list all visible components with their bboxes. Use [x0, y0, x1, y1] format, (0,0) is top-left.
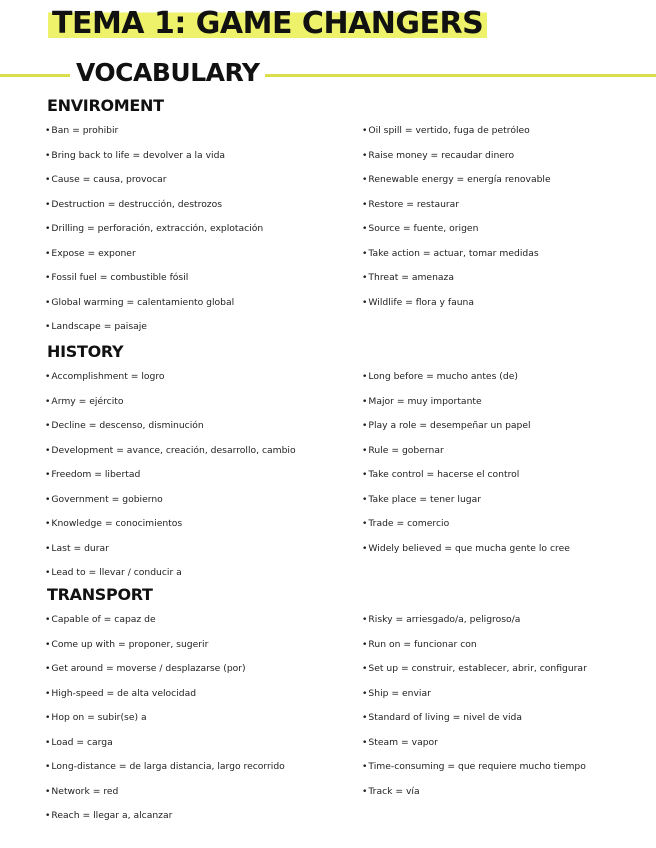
vocab-entry — [362, 414, 652, 439]
vocab-entry — [45, 266, 355, 291]
vocab-text: Long-distance = de larga distancia, largo recorrido — [51, 761, 285, 772]
bullet-icon: • — [362, 296, 368, 308]
bullet-icon: • — [362, 736, 368, 748]
bullet-icon: • — [45, 149, 51, 161]
bullet-icon: • — [45, 420, 51, 431]
vocab-entry — [45, 168, 355, 193]
vocab-text: Knowledge = conocimientos — [51, 518, 183, 529]
transport-left-list — [45, 608, 355, 829]
vocab-entry — [45, 682, 355, 707]
vocab-entry — [362, 144, 652, 169]
vocab-text: Source = fuente, origen — [368, 223, 479, 234]
vocab-entry — [362, 657, 652, 682]
vocab-entry — [362, 755, 652, 780]
bullet-icon: • — [45, 493, 51, 505]
vocab-entry — [362, 780, 652, 805]
vocab-text: Reach = llegar a, alcanzar — [51, 810, 173, 821]
vocab-entry — [45, 242, 355, 267]
vocab-text: Come up with = proponer, sugerir — [51, 638, 209, 650]
bullet-icon: • — [45, 296, 51, 308]
vocab-text: Steam = vapor — [368, 736, 438, 748]
vocab-text: Global warming = calentamiento global — [51, 296, 235, 308]
vocab-text: Rule = gobernar — [368, 444, 444, 456]
vocab-entry — [45, 755, 355, 780]
bullet-icon: • — [362, 272, 368, 283]
environment-right-list — [362, 119, 652, 315]
vocab-entry — [362, 390, 652, 415]
vocab-entry — [45, 365, 355, 390]
bullet-icon: • — [362, 198, 368, 210]
bullet-icon: • — [45, 395, 51, 407]
bullet-icon: • — [45, 736, 51, 748]
vocab-text: Development = avance, creación, desarrollo, cambio — [51, 444, 296, 456]
vocab-text: Bring back to life = devolver a la vida — [51, 149, 226, 161]
vocab-text: Threat = amenaza — [368, 272, 454, 283]
vocab-entry — [362, 291, 652, 316]
vocab-text: Major = muy importante — [368, 395, 482, 407]
history-left-list — [45, 365, 355, 586]
bullet-icon: • — [362, 223, 368, 234]
vocab-entry — [362, 365, 652, 390]
vocab-entry — [362, 608, 652, 633]
bullet-icon: • — [362, 712, 368, 723]
vocab-entry — [362, 512, 652, 537]
bullet-icon: • — [45, 638, 51, 650]
vocab-entry — [45, 633, 355, 658]
vocab-text: Cause = causa, provocar — [51, 174, 167, 185]
bullet-icon: • — [362, 638, 368, 650]
bullet-icon: • — [45, 687, 51, 699]
vocab-text: Oil spill = vertido, fuga de petróleo — [368, 125, 530, 136]
vocab-entry — [362, 242, 652, 267]
bullet-icon: • — [362, 542, 368, 554]
vocab-text: Play a role = desempeñar un papel — [368, 420, 531, 431]
vocab-entry — [362, 439, 652, 464]
vocab-text: Take control = hacerse el control — [368, 469, 520, 480]
vocab-text: Accomplishment = logro — [51, 371, 165, 382]
vocab-text: Track = vía — [368, 785, 420, 797]
bullet-icon: • — [45, 272, 51, 283]
vocab-entry — [362, 488, 652, 513]
bullet-icon: • — [45, 518, 51, 529]
vocab-text: Widely believed = que mucha gente lo cree — [368, 542, 570, 554]
vocab-text: Army = ejército — [51, 395, 124, 407]
bullet-icon: • — [45, 125, 51, 136]
vocab-text: Set up = construir, establecer, abrir, configurar — [368, 663, 587, 674]
bullet-icon: • — [45, 321, 51, 332]
bullet-icon: • — [362, 247, 368, 259]
vocab-entry — [45, 119, 355, 144]
bullet-icon: • — [362, 149, 368, 161]
section-title-history: HISTORY — [47, 342, 124, 361]
vocab-text: Long before = mucho antes (de) — [368, 371, 518, 382]
bullet-icon: • — [362, 174, 368, 185]
bullet-icon: • — [45, 469, 51, 480]
vocab-text: Freedom = libertad — [51, 469, 141, 480]
vocab-entry — [45, 804, 355, 829]
vocab-text: Renewable energy = energía renovable — [368, 174, 551, 185]
bullet-icon: • — [362, 395, 368, 407]
bullet-icon: • — [362, 785, 368, 797]
vocab-entry — [362, 706, 652, 731]
vocab-entry — [362, 633, 652, 658]
bullet-icon: • — [45, 810, 51, 821]
bullet-icon: • — [362, 444, 368, 456]
bullet-icon: • — [45, 198, 51, 210]
vocab-text: Government = gobierno — [51, 493, 163, 505]
bullet-icon: • — [45, 785, 51, 797]
vocab-text: Standard of living = nivel de vida — [368, 712, 522, 723]
vocab-text: High-speed = de alta velocidad — [51, 687, 197, 699]
vocab-text: Decline = descenso, disminución — [51, 420, 204, 431]
bullet-icon: • — [45, 614, 51, 625]
vocab-text: Take action = actuar, tomar medidas — [368, 247, 539, 259]
vocab-text: Fossil fuel = combustible fósil — [51, 272, 189, 283]
vocab-text: Load = carga — [51, 736, 113, 748]
vocab-entry — [45, 488, 355, 513]
vocab-entry — [45, 780, 355, 805]
vocab-text: Raise money = recaudar dinero — [368, 149, 515, 161]
vocab-text: Get around = moverse / desplazarse (por) — [51, 663, 246, 674]
vocab-entry — [362, 463, 652, 488]
vocab-text: Restore = restaurar — [368, 198, 460, 210]
vocab-text: Run on = funcionar con — [368, 638, 477, 650]
bullet-icon: • — [45, 444, 51, 456]
vocab-text: Drilling = perforación, extracción, explotación — [51, 223, 264, 234]
bullet-icon: • — [362, 125, 368, 136]
bullet-icon: • — [362, 469, 368, 480]
vocab-text: Ship = enviar — [368, 687, 431, 699]
page-title: TEMA 1: GAME CHANGERS — [48, 6, 487, 41]
vocab-entry — [362, 682, 652, 707]
bullet-icon: • — [362, 663, 368, 674]
vocab-entry — [45, 657, 355, 682]
vocab-text: Network = red — [51, 785, 119, 797]
vocab-text: Wildlife = flora y fauna — [368, 296, 475, 308]
history-right-list — [362, 365, 652, 561]
vocab-entry — [45, 439, 355, 464]
vocab-text: Lead to = llevar / conducir a — [51, 567, 182, 578]
transport-right-list — [362, 608, 652, 804]
bullet-icon: • — [362, 420, 368, 431]
vocab-entry — [45, 144, 355, 169]
vocab-entry — [45, 463, 355, 488]
bullet-icon: • — [362, 614, 368, 625]
bullet-icon: • — [362, 371, 368, 382]
vocab-entry — [45, 537, 355, 562]
vocab-text: Hop on = subir(se) a — [51, 712, 147, 723]
bullet-icon: • — [45, 542, 51, 554]
vocab-entry — [45, 193, 355, 218]
vocab-entry — [45, 291, 355, 316]
vocab-entry — [45, 315, 355, 340]
vocab-entry — [362, 731, 652, 756]
vocab-entry — [362, 168, 652, 193]
vocab-entry — [362, 193, 652, 218]
bullet-icon: • — [45, 663, 51, 674]
bullet-icon: • — [45, 712, 51, 723]
vocab-text: Time-consuming = que requiere mucho tiempo — [368, 761, 586, 772]
vocab-text: Ban = prohibir — [51, 125, 119, 136]
bullet-icon: • — [362, 493, 368, 505]
section-title-transport: TRANSPORT — [47, 585, 153, 604]
bullet-icon: • — [45, 223, 51, 234]
bullet-icon: • — [45, 247, 51, 259]
bullet-icon: • — [362, 761, 368, 772]
environment-left-list — [45, 119, 355, 340]
vocab-text: Risky = arriesgado/a, peligroso/a — [368, 614, 521, 625]
vocab-text: Last = durar — [51, 542, 109, 554]
vocab-entry — [45, 390, 355, 415]
vocabulary-heading: VOCABULARY — [70, 58, 265, 87]
vocab-entry — [45, 608, 355, 633]
bullet-icon: • — [45, 761, 51, 772]
vocab-entry — [45, 217, 355, 242]
vocab-text: Capable of = capaz de — [51, 614, 156, 625]
vocab-entry — [45, 706, 355, 731]
vocab-entry — [45, 731, 355, 756]
vocab-entry — [362, 266, 652, 291]
vocab-entry — [362, 119, 652, 144]
vocab-entry — [362, 217, 652, 242]
vocab-text: Take place = tener lugar — [368, 493, 482, 505]
vocab-text: Expose = exponer — [51, 247, 136, 259]
vocab-text: Destruction = destrucción, destrozos — [51, 198, 223, 210]
bullet-icon: • — [45, 567, 51, 578]
bullet-icon: • — [45, 371, 51, 382]
bullet-icon: • — [362, 518, 368, 529]
vocab-text: Trade = comercio — [368, 518, 450, 529]
vocab-entry — [362, 537, 652, 562]
bullet-icon: • — [45, 174, 51, 185]
vocab-entry — [45, 512, 355, 537]
vocab-entry — [45, 561, 355, 586]
vocab-text: Landscape = paisaje — [51, 321, 147, 332]
vocab-entry — [45, 414, 355, 439]
section-title-environment: ENVIROMENT — [47, 96, 164, 115]
bullet-icon: • — [362, 687, 368, 699]
